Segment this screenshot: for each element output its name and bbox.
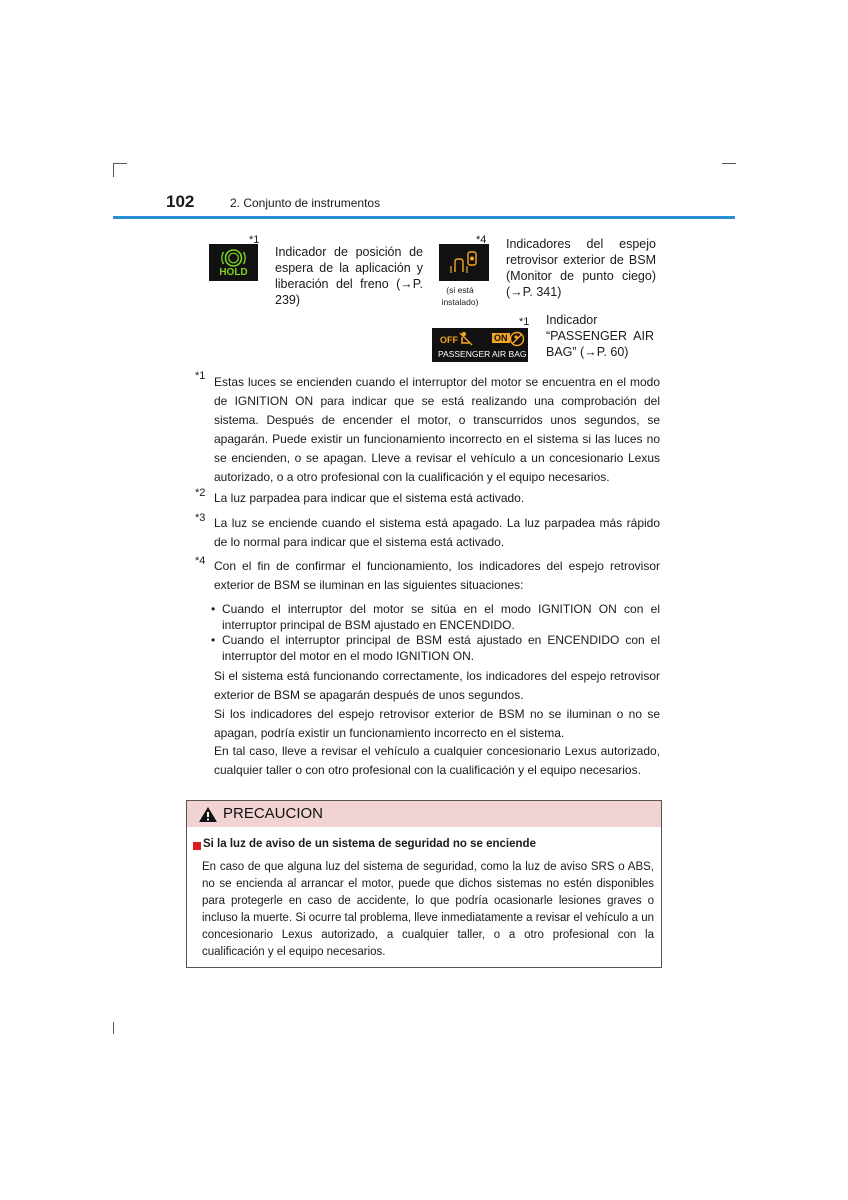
note-text: Con el fin de confirmar el funcionamiento, los indicadores del espejo retrovisor exterior de BSM se iluminan en las siguientes situaciones: bbox=[214, 559, 660, 592]
note-mark: *3 bbox=[195, 512, 206, 524]
caution-title: PRECAUCION bbox=[223, 805, 324, 822]
note-mark: *1 bbox=[195, 370, 206, 382]
hold-indicator-icon bbox=[209, 244, 258, 281]
bsm-indicator-icon bbox=[439, 244, 489, 281]
passenger-seat-icon bbox=[458, 331, 474, 347]
bullet-text: Cuando el interruptor principal de BSM está ajustado en ENCENDIDO con el interruptor del motor en el modo IGNITION ON. bbox=[222, 633, 660, 663]
crop-mark bbox=[113, 163, 127, 164]
followup-text: Si el sistema está funcionando correctamente, los indicadores del espejo retrovisor exterior de BSM se apagarán después de unos segundos. bbox=[214, 669, 660, 702]
bsm-mirror-icon bbox=[439, 244, 489, 281]
caution-box bbox=[186, 800, 662, 968]
crop-mark bbox=[113, 163, 114, 177]
bullet-text: Cuando el interruptor del motor se sitúa en el modo IGNITION ON con el interruptor principal de BSM ajustado en ENCENDIDO. bbox=[222, 602, 660, 632]
bsm-indicator-text: Indicadores del espejo retrovisor exterior de BSM (Monitor de punto ciego) (→P. 341) bbox=[506, 237, 656, 299]
airbag-passenger-label: PASSENGER bbox=[438, 349, 491, 359]
page-number: 102 bbox=[166, 192, 195, 211]
caution-body: En caso de que alguna luz del sistema de seguridad, como la luz de aviso SRS o ABS, no se encienda al arrancar el motor, puede que dichos sistemas no estén disponibles para protegerle en caso de accidente, lo que podría ocasionarle lesiones graves o incluso la muerte. Si ocurre tal problema, lleve inmediatamente a revisar el vehículo a un concesionario Lexus autorizado, a cualquier taller, o a otro profesional con la cualificación y el equipo necesarios. bbox=[202, 861, 654, 958]
header-rule bbox=[113, 216, 735, 219]
airbag-airbag-label: AIR BAG bbox=[492, 349, 527, 359]
note-mark: *4 bbox=[195, 555, 206, 567]
airbag-on-label: ON bbox=[494, 333, 508, 343]
airbag-disabled-icon bbox=[509, 331, 525, 347]
followup-text: Si los indicadores del espejo retrovisor exterior de BSM no se iluminan o no se apagan, podría existir un funcionamiento incorrecto en el sistema. bbox=[214, 707, 660, 740]
note-text: Estas luces se encienden cuando el interruptor del motor se encuentra en el modo de IGNITION ON para indicar que se está realizando una comprobación del sistema. Después de encender el motor, o transcurridos unos segundos, se apagarán. Puede existir un funcionamiento incorrecto en el sistema si las luces no se encienden, o se apagan. Lleve a revisar el vehículo a un concesionario Lexus autorizado, o a otro profesional con la cualificación y el equipo necesarios. bbox=[214, 375, 660, 484]
section-title: 2. Conjunto de instrumentos bbox=[230, 196, 381, 210]
caution-subtitle: Si la luz de aviso de un sistema de seguridad no se enciende bbox=[203, 838, 536, 850]
caution-header bbox=[187, 801, 661, 827]
caution-bullet-square bbox=[193, 842, 201, 850]
note-mark: *2 bbox=[195, 487, 206, 499]
airbag-indicator-icon bbox=[432, 328, 528, 362]
note-text: La luz parpadea para indicar que el sistema está activado. bbox=[214, 491, 525, 505]
hold-footnote-mark: *1 bbox=[249, 234, 260, 246]
crop-mark bbox=[113, 1022, 114, 1034]
note-text: La luz se enciende cuando el sistema está apagado. La luz parpadea más rápido de lo normal para indicar que el sistema está activado. bbox=[214, 516, 660, 549]
crop-mark bbox=[722, 163, 736, 164]
bsm-caption: (si está instalado) bbox=[441, 285, 479, 307]
airbag-indicator-text: Indicador “PASSENGER AIR BAG” (→P. 60) bbox=[546, 313, 654, 359]
airbag-off-label: OFF bbox=[440, 335, 458, 345]
bullet-dot: • bbox=[211, 633, 216, 647]
followup-text: En tal caso, lleve a revisar el vehículo a cualquier concesionario Lexus autorizado, cualquier taller o con otro profesional con la cualificación y el equipo necesarios. bbox=[214, 744, 660, 777]
hold-indicator-text: Indicador de posición de espera de la aplicación y liberación del freno (→P. 239) bbox=[275, 245, 423, 307]
airbag-footnote-mark: *1 bbox=[519, 316, 530, 328]
bullet-dot: • bbox=[211, 602, 216, 616]
hold-label: HOLD bbox=[219, 267, 248, 278]
bsm-footnote-mark: *4 bbox=[476, 234, 487, 246]
warning-triangle-icon bbox=[198, 806, 218, 823]
